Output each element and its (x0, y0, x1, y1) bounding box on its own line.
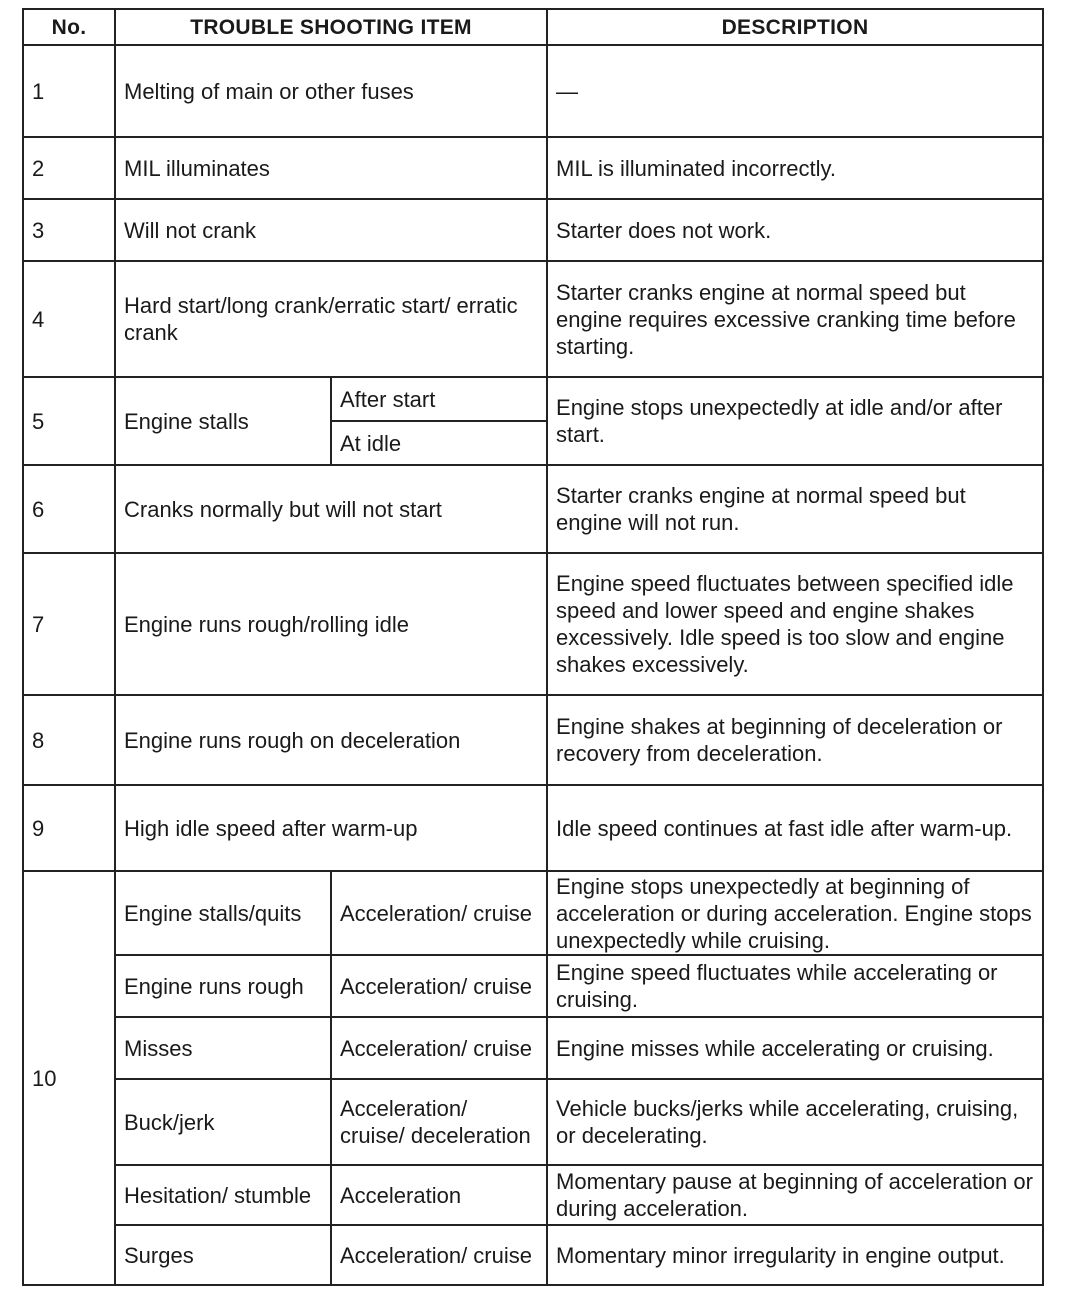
trouble-item: Melting of main or other fuses (115, 45, 547, 137)
trouble-description: MIL is illuminated incorrectly. (547, 137, 1043, 199)
trouble-item: Will not crank (115, 199, 547, 261)
trouble-description: Engine stops unexpectedly at beginning of acceleration or during acceleration. Engine stops unexpectedly while cruising. (547, 871, 1043, 955)
trouble-description: Engine speed fluctuates between specified idle speed and lower speed and engine shakes excessively. Idle speed is too slow and engine shakes excessively. (547, 553, 1043, 695)
table-row (23, 377, 1043, 421)
row-number: 7 (23, 553, 115, 695)
trouble-description: Engine shakes at beginning of deceleration or recovery from deceleration. (547, 695, 1043, 785)
row-number: 9 (23, 785, 115, 871)
table-row (23, 45, 1043, 137)
trouble-description: Engine stops unexpectedly at idle and/or after start. (547, 377, 1043, 465)
trouble-description: — (547, 45, 1043, 137)
trouble-item: Cranks normally but will not start (115, 465, 547, 553)
table-row (23, 199, 1043, 261)
trouble-description: Momentary pause at beginning of acceleration or during acceleration. (547, 1165, 1043, 1225)
row-number: 4 (23, 261, 115, 377)
trouble-item: Hard start/long crank/erratic start/ erratic crank (115, 261, 547, 377)
trouble-condition: Acceleration/ cruise (331, 1017, 547, 1079)
troubleshooting-table (22, 8, 1044, 1286)
trouble-description: Vehicle bucks/jerks while accelerating, cruising, or decelerating. (547, 1079, 1043, 1165)
trouble-item: Engine runs rough (115, 955, 331, 1017)
table-row (23, 261, 1043, 377)
table-row (23, 465, 1043, 553)
trouble-item: Hesitation/ stumble (115, 1165, 331, 1225)
row-number: 2 (23, 137, 115, 199)
row-number: 5 (23, 377, 115, 465)
table-row (23, 1165, 1043, 1225)
table-row (23, 1017, 1043, 1079)
header-item: TROUBLE SHOOTING ITEM (115, 9, 547, 45)
trouble-description: Engine speed fluctuates while accelerating or cruising. (547, 955, 1043, 1017)
header-row (23, 9, 1043, 45)
trouble-item: High idle speed after warm-up (115, 785, 547, 871)
trouble-condition: Acceleration/ cruise/ deceleration (331, 1079, 547, 1165)
trouble-item: Engine runs rough on deceleration (115, 695, 547, 785)
trouble-item: Misses (115, 1017, 331, 1079)
row-number: 6 (23, 465, 115, 553)
trouble-item: Surges (115, 1225, 331, 1285)
trouble-condition: After start (331, 377, 547, 421)
trouble-condition: At idle (331, 421, 547, 465)
table-row (23, 553, 1043, 695)
trouble-description: Starter does not work. (547, 199, 1043, 261)
row-number: 1 (23, 45, 115, 137)
trouble-description: Idle speed continues at fast idle after warm-up. (547, 785, 1043, 871)
row-number: 3 (23, 199, 115, 261)
table-row (23, 1225, 1043, 1285)
table-row (23, 1079, 1043, 1165)
table-row (23, 871, 1043, 955)
trouble-condition: Acceleration/ cruise (331, 1225, 547, 1285)
header-description: DESCRIPTION (547, 9, 1043, 45)
table-row (23, 955, 1043, 1017)
table-row (23, 695, 1043, 785)
table-row (23, 785, 1043, 871)
trouble-item: Buck/jerk (115, 1079, 331, 1165)
trouble-item: Engine runs rough/rolling idle (115, 553, 547, 695)
table-row (23, 137, 1043, 199)
trouble-description: Engine misses while accelerating or cruising. (547, 1017, 1043, 1079)
trouble-description: Starter cranks engine at normal speed but engine requires excessive cranking time before starting. (547, 261, 1043, 377)
trouble-item: MIL illuminates (115, 137, 547, 199)
row-number: 10 (23, 871, 115, 1285)
trouble-item: Engine stalls (115, 377, 331, 465)
trouble-item: Engine stalls/quits (115, 871, 331, 955)
row-number: 8 (23, 695, 115, 785)
trouble-description: Momentary minor irregularity in engine output. (547, 1225, 1043, 1285)
trouble-description: Starter cranks engine at normal speed but engine will not run. (547, 465, 1043, 553)
trouble-condition: Acceleration (331, 1165, 547, 1225)
trouble-condition: Acceleration/ cruise (331, 955, 547, 1017)
header-no: No. (23, 9, 115, 45)
trouble-condition: Acceleration/ cruise (331, 871, 547, 955)
